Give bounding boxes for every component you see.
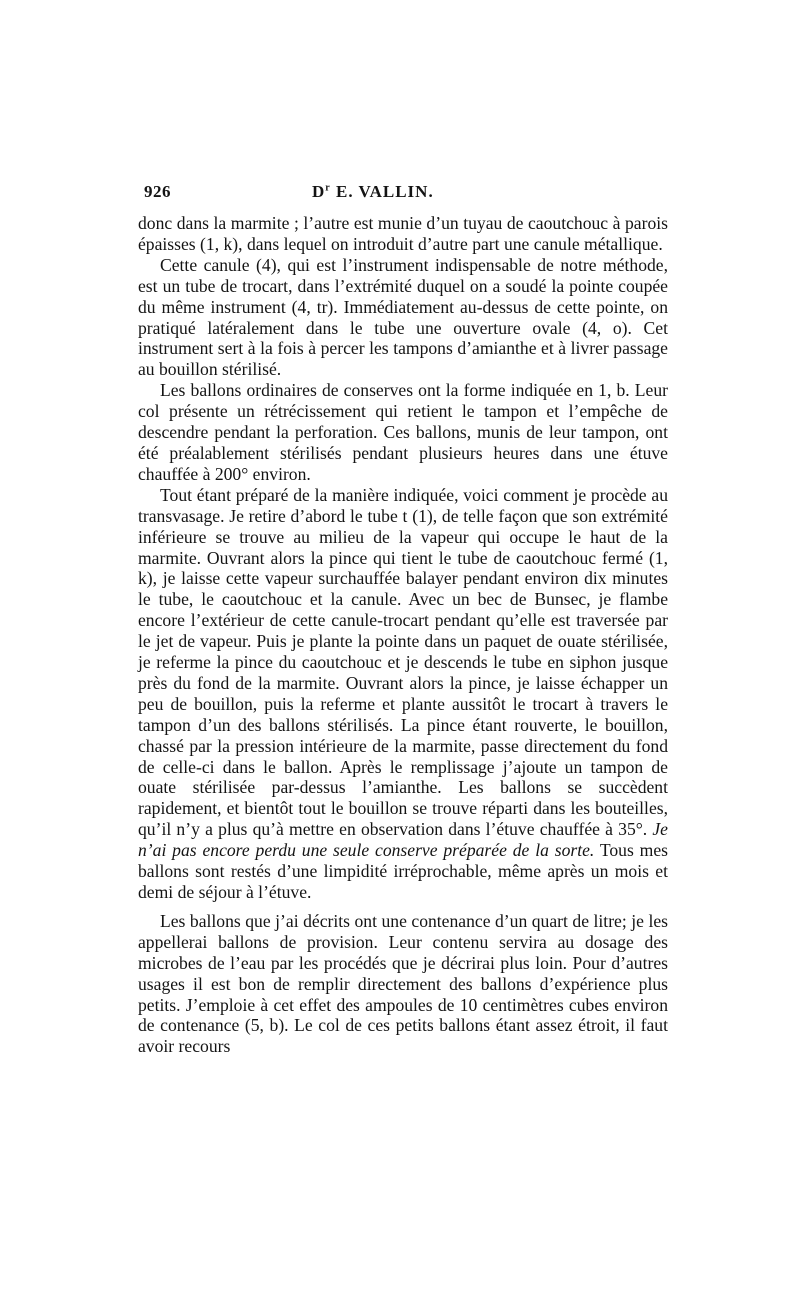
paragraph-4-text-a: Tout étant préparé de la manière indiquée, voici comment je procède au transvasage. Je retire d’abord le tube t (1), de telle façon que son extrémité inférieure se trouve au milieu de la vapeur qui occupe le haut de la marmite. Ouvrant alors la pince qui tient le tube de caoutchouc fermé (1, k), je laisse cette vapeur surchauffée balayer pendant environ dix minutes le tube, le caoutchouc et la canule. Avec un bec de Bunsec, je flambe encore l’extérieur de cette canule-trocart pendant qu’elle est traversée par le jet de vapeur. Puis je plante la pointe dans un paquet de ouate stérilisée, je referme la pince du caoutchouc et je descends le tube en siphon jusque près du fond de la marmite. Ouvrant alors la pince, je laisse échapper un peu de bouillon, puis la referme et plante aussitôt le trocart à travers le tampon d’un des ballons stérilisés. La pince étant rouverte, le bouillon, chassé par la pression intérieure de la marmite, passe directement du fond de celle-ci dans le ballon. Après le remplissage j’ajoute un tampon de ouate stérilisée par-dessus l’amianthe. Les ballons se succèdent rapidement, et bientôt tout le bouillon se trouve réparti dans les bouteilles, qu’il n’y a plus qu’à mettre en observation dans l’étuve chauffée à 35°. <box>138 484 668 840</box>
paragraph-4-italic: Je n’ai pas encore perdu une seule conserve préparée de la sorte. <box>138 819 668 861</box>
author-prefix-sup: r <box>325 182 331 194</box>
author-prefix: D <box>312 182 326 201</box>
author-name: E. VALLIN. <box>330 182 434 201</box>
book-page <box>138 178 668 1057</box>
page-number: 926 <box>144 182 171 201</box>
page-header <box>138 178 668 206</box>
paragraph-2: Cette canule (4), qui est l’instrument indispensable de notre méthode, est un tube de trocart, dans l’extrémité duquel on a soudé la pointe coupée du même instrument (4, tr). Immédiatement au-dessus de cette pointe, on pratiqué latéralement dans le tube une ouverture ovale (4, o). Cet instrument sert à la fois à percer les tampons d’amianthe et à livrer passage au bouillon stérilisé. <box>138 254 668 380</box>
paragraph-1: donc dans la marmite ; l’autre est munie d’un tuyau de caoutchouc à parois épaisses (1, k), dans lequel on introduit d’autre part une canule métallique. <box>138 213 668 254</box>
paragraph-5: Les ballons que j’ai décrits ont une contenance d’un quart de litre; je les appellerai ballons de provision. Leur contenu servira au dosage des microbes de l’eau par les procédés que je décrirai plus loin. Pour d’autres usages il est bon de remplir directement des ballons d’expérience plus petits. J’emploie à cet effet des ampoules de 10 centimètres cubes environ de contenance (5, b). Le col de ces petits ballons étant assez étroit, il faut avoir recours <box>138 910 668 1057</box>
running-head <box>312 182 434 202</box>
paragraph-3: Les ballons ordinaires de conserves ont la forme indiquée en 1, b. Leur col présente un rétrécissement qui retient le tampon et l’empêche de descendre pendant la perforation. Ces ballons, munis de leur tampon, ont été préalablement stérilisés pendant plusieurs heures dans une étuve chauffée à 200° environ. <box>138 380 668 484</box>
paragraph-4 <box>138 485 668 903</box>
paragraph-4-text-b: Tous mes ballons sont restés d’une limpidité irréprochable, même après un mois et demi de séjour à l’étuve. <box>138 840 669 902</box>
body-text <box>138 213 668 1057</box>
